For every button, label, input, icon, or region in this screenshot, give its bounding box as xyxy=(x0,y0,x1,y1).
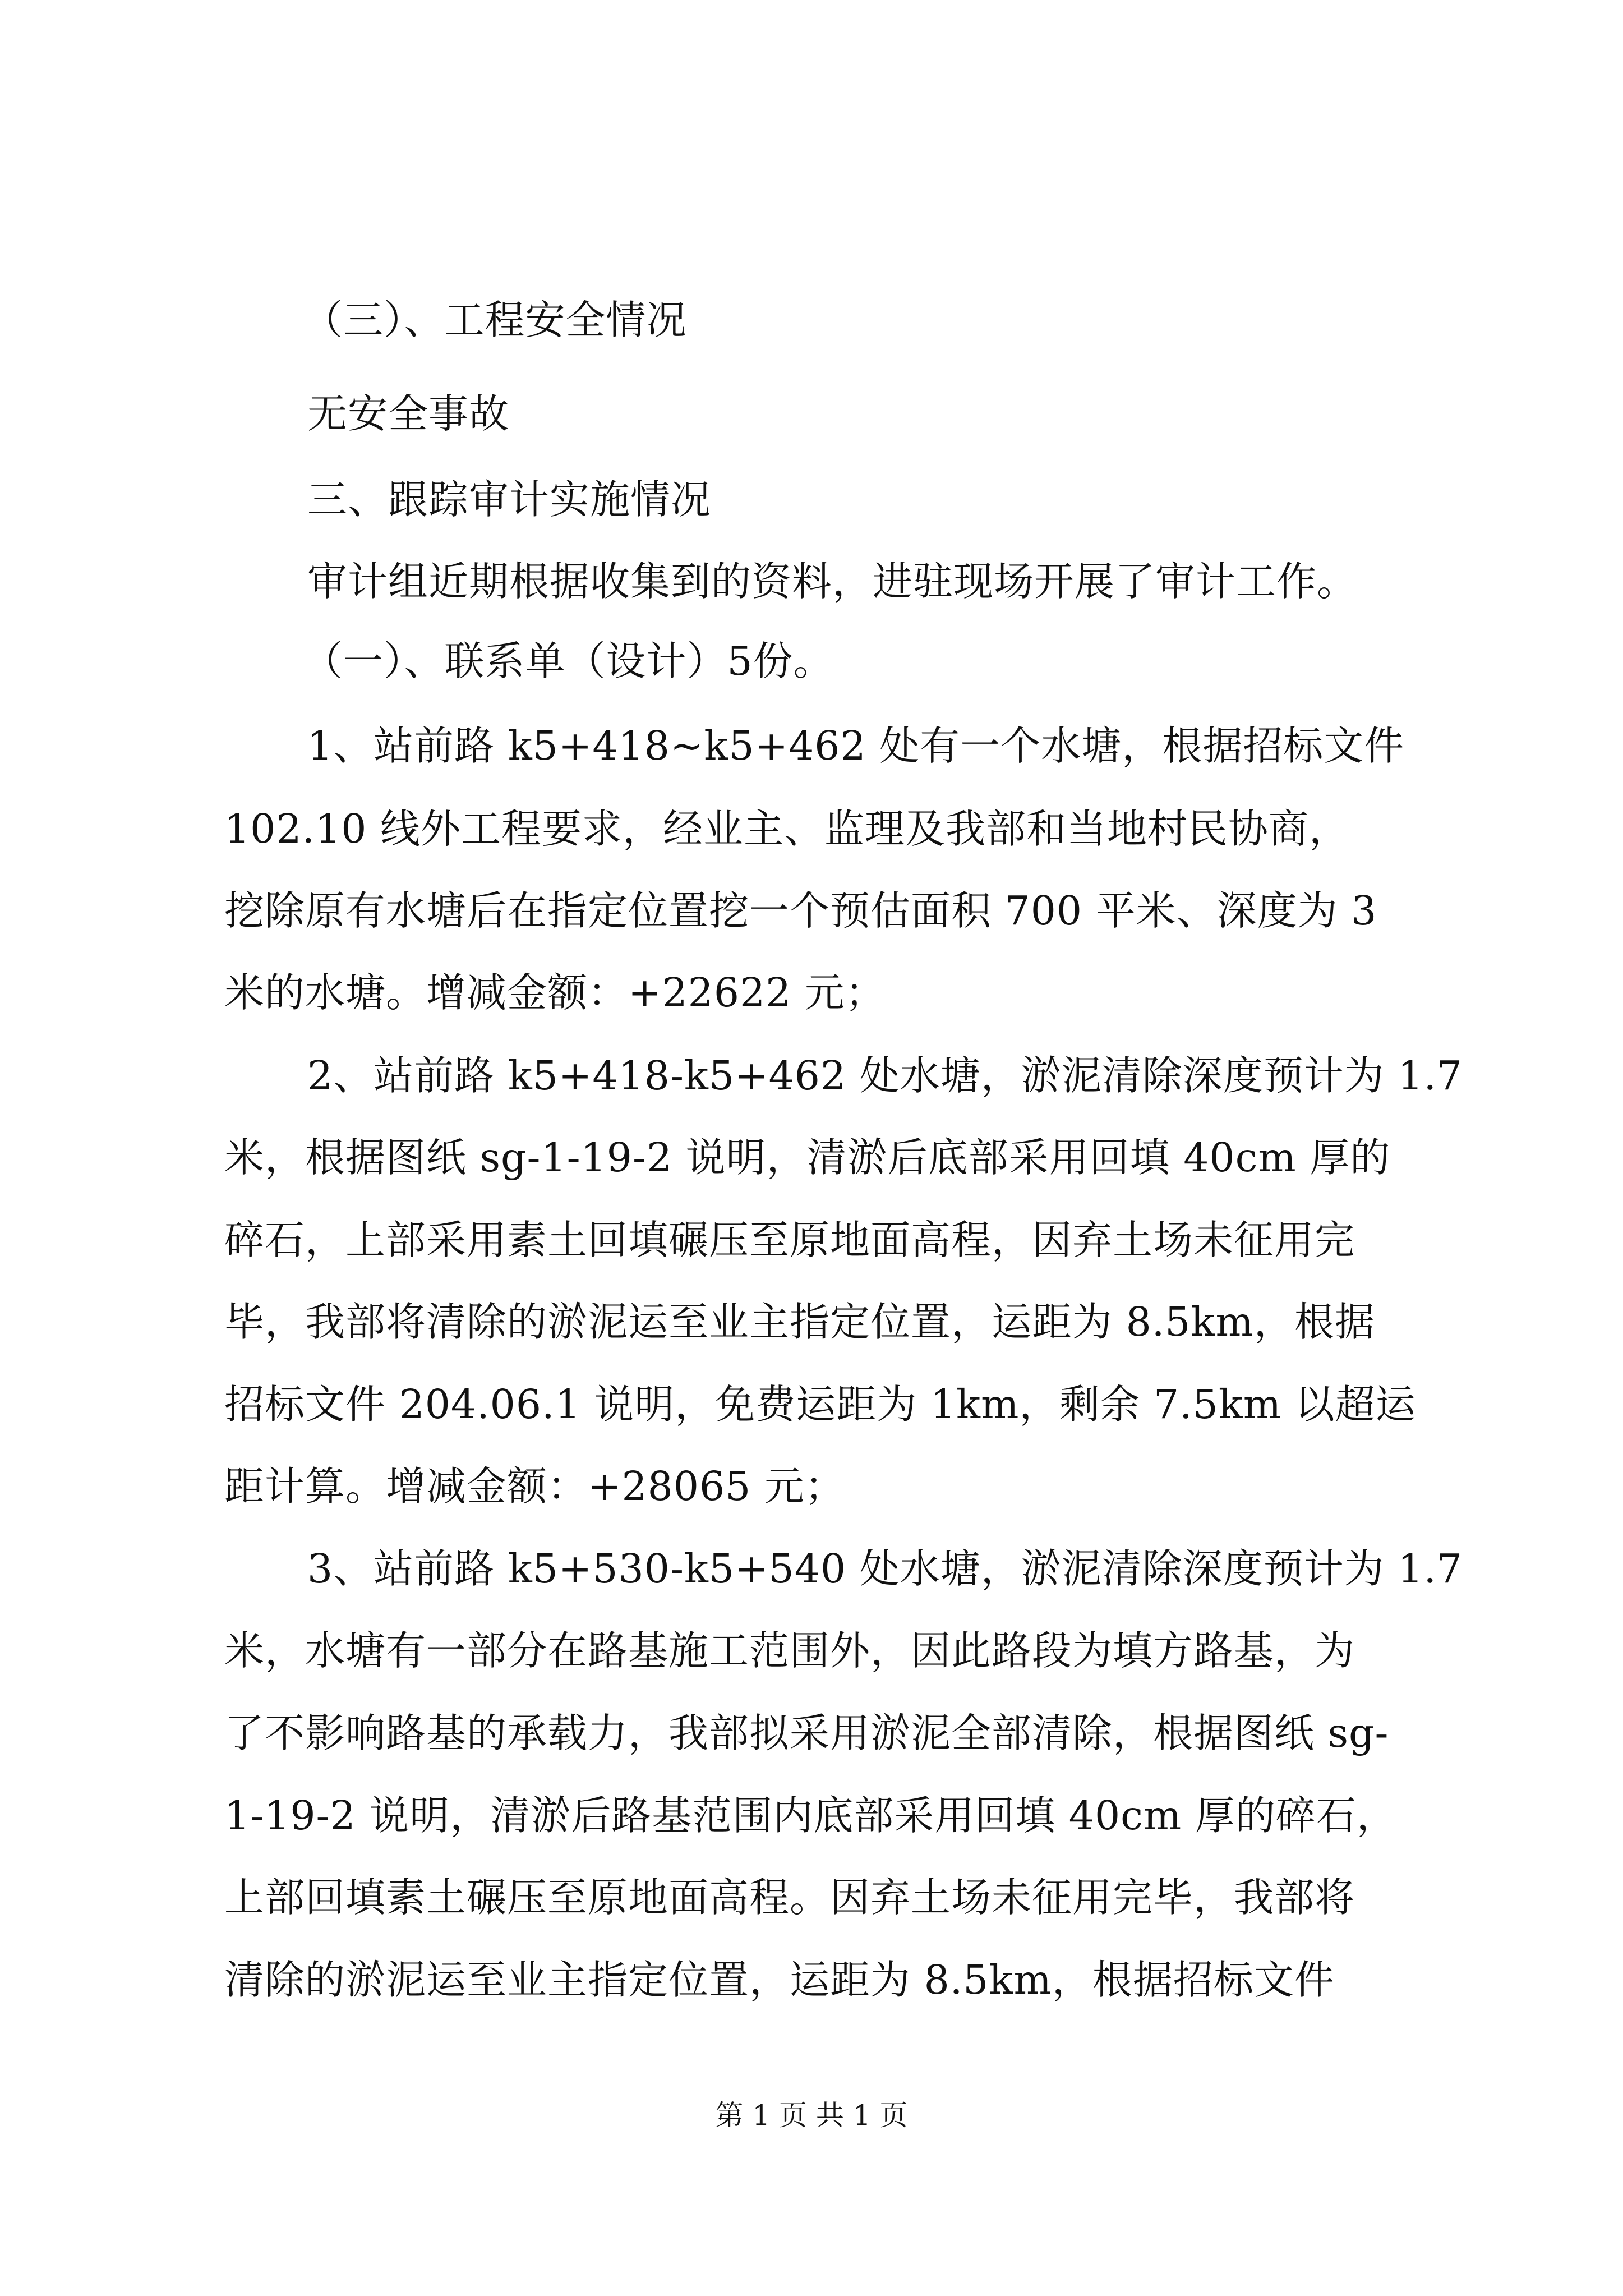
item2-line5: 招标文件 204.06.1 说明，免费运距为 1km，剩余 7.5km 以超运 xyxy=(224,1381,1416,1428)
item2-line6: 距计算。增减金额：+28065 元； xyxy=(224,1463,845,1510)
item1-line4: 米的水塘。增减金额：+22622 元； xyxy=(224,969,886,1016)
page-footer: 第 1 页 共 1 页 xyxy=(715,2099,908,2132)
item1-line3: 挖除原有水塘后在指定位置挖一个预估面积 700 平米、深度为 3 xyxy=(224,887,1377,934)
item3-line1: 3、站前路 k5+530-k5+540 处水塘，淤泥清除深度预计为 1.7 xyxy=(307,1545,1463,1592)
item3-line5: 上部回填素土碾压至原地面高程。因弃土场未征用完毕，我部将 xyxy=(224,1874,1355,1921)
item2-line4: 毕，我部将清除的淤泥运至业主指定位置，运距为 8.5km，根据 xyxy=(224,1299,1375,1345)
item3-line3: 了不影响路基的承载力，我部拟采用淤泥全部清除，根据图纸 sg- xyxy=(224,1710,1389,1756)
item1-line1: 1、站前路 k5+418~k5+462 处有一个水塘，根据招标文件 xyxy=(307,723,1405,769)
item3-line4: 1-19-2 说明，清淤后路基范围内底部采用回填 40cm 厚的碎石， xyxy=(224,1792,1397,1839)
item3-line2: 米，水塘有一部分在路基施工范围外，因此路段为填方路基，为 xyxy=(224,1627,1355,1674)
item2-line3: 碎石，上部采用素土回填碾压至原地面高程，因弃土场未征用完 xyxy=(224,1217,1355,1263)
section-heading-safety: （三）、工程安全情况 xyxy=(303,297,687,343)
item3-line6: 清除的淤泥运至业主指定位置，运距为 8.5km，根据招标文件 xyxy=(224,1957,1335,2003)
item1-line2: 102.10 线外工程要求，经业主、监理及我部和当地村民协商， xyxy=(224,806,1350,852)
item2-line2: 米，根据图纸 sg-1-19-2 说明，清淤后底部采用回填 40cm 厚的 xyxy=(224,1134,1391,1181)
paragraph-no-accident: 无安全事故 xyxy=(307,390,510,437)
section-heading-audit: 三、跟踪审计实施情况 xyxy=(307,476,712,523)
sub-heading-contact-sheet: （一）、联系单（设计）5份。 xyxy=(303,638,834,684)
paragraph-intro: 审计组近期根据收集到的资料，进驻现场开展了审计工作。 xyxy=(307,558,1358,605)
item2-line1: 2、站前路 k5+418-k5+462 处水塘，淤泥清除深度预计为 1.7 xyxy=(307,1052,1463,1099)
